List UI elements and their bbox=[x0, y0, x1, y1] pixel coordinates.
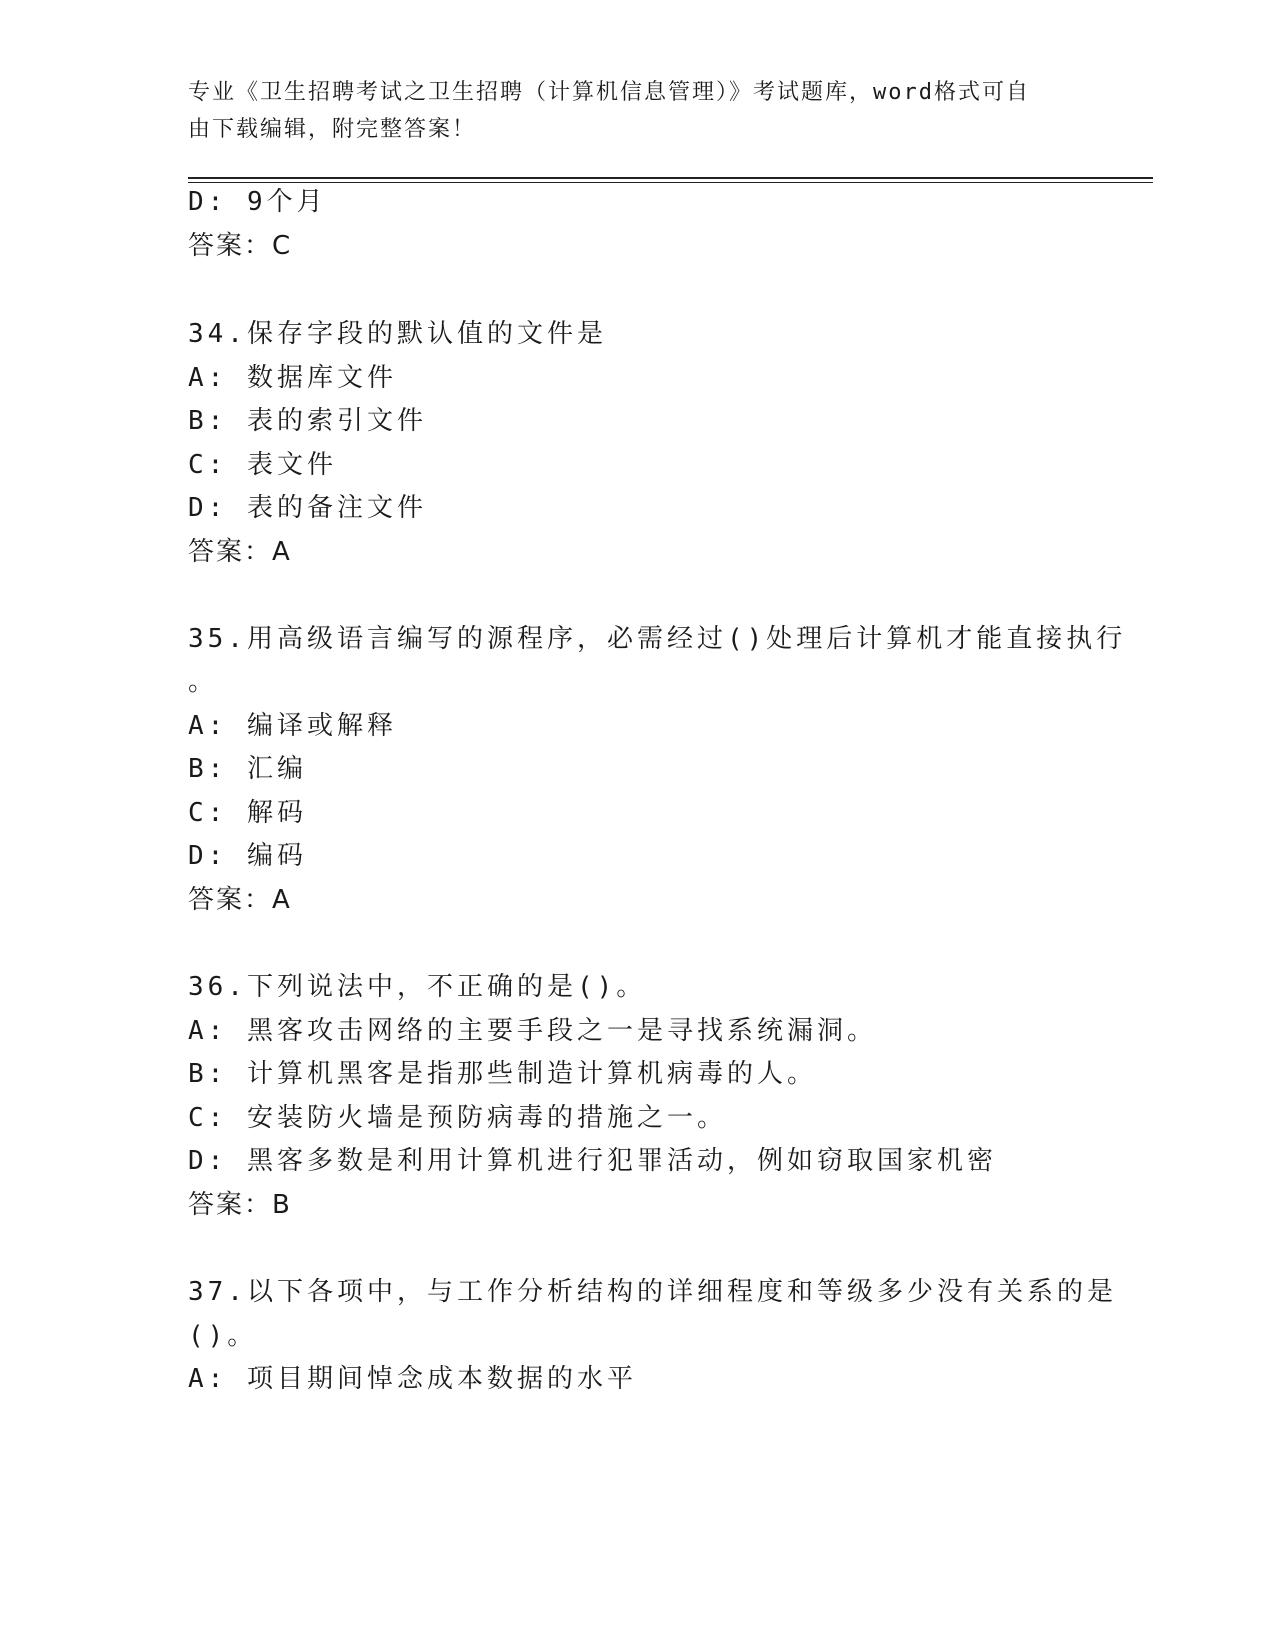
q34-option-b: B: 表的索引文件 bbox=[188, 406, 427, 436]
q36-option-b: B: 计算机黑客是指那些制造计算机病毒的人。 bbox=[188, 1059, 817, 1089]
q35-answer: 答案：A bbox=[188, 885, 292, 915]
q37-stem: 37.以下各项中，与工作分析结构的详细程度和等级多少没有关系的是 bbox=[188, 1277, 1117, 1307]
q37-stem-cont: ()。 bbox=[188, 1321, 258, 1351]
q37-option-a: A: 项目期间悼念成本数据的水平 bbox=[188, 1364, 637, 1394]
header-divider-thick bbox=[188, 177, 1153, 179]
q34-option-a: A: 数据库文件 bbox=[188, 363, 397, 393]
q35-option-c: C: 解码 bbox=[188, 798, 307, 828]
document-header bbox=[188, 74, 1088, 148]
q34-option-d: D: 表的备注文件 bbox=[188, 493, 427, 523]
q34-option-c: C: 表文件 bbox=[188, 450, 337, 480]
q36-option-d: D: 黑客多数是利用计算机进行犯罪活动，例如窃取国家机密 bbox=[188, 1146, 997, 1176]
q34-answer: 答案：A bbox=[188, 537, 292, 567]
header-divider-thin bbox=[188, 182, 1153, 183]
q35-stem-cont: 。 bbox=[188, 667, 219, 697]
q35-stem: 35.用高级语言编写的源程序，必需经过()处理后计算机才能直接执行 bbox=[188, 624, 1127, 654]
q35-option-b: B: 汇编 bbox=[188, 754, 307, 784]
q36-option-a: A: 黑客攻击网络的主要手段之一是寻找系统漏洞。 bbox=[188, 1016, 877, 1046]
q36-option-c: C: 安装防火墙是预防病毒的措施之一。 bbox=[188, 1103, 727, 1133]
header-line-1: 专业《卫生招聘考试之卫生招聘（计算机信息管理）》考试题库，word格式可自 bbox=[188, 80, 1030, 105]
q34-stem: 34.保存字段的默认值的文件是 bbox=[188, 319, 607, 349]
q35-option-a: A: 编译或解释 bbox=[188, 711, 397, 741]
q35-option-d: D: 编码 bbox=[188, 841, 307, 871]
q36-answer: 答案：B bbox=[188, 1190, 292, 1220]
q36-stem: 36.下列说法中，不正确的是()。 bbox=[188, 972, 647, 1002]
prev-answer: 答案：C bbox=[188, 231, 293, 261]
header-line-2: 由下载编辑，附完整答案！ bbox=[188, 117, 477, 142]
prev-option-d: D: 9个月 bbox=[188, 187, 327, 217]
